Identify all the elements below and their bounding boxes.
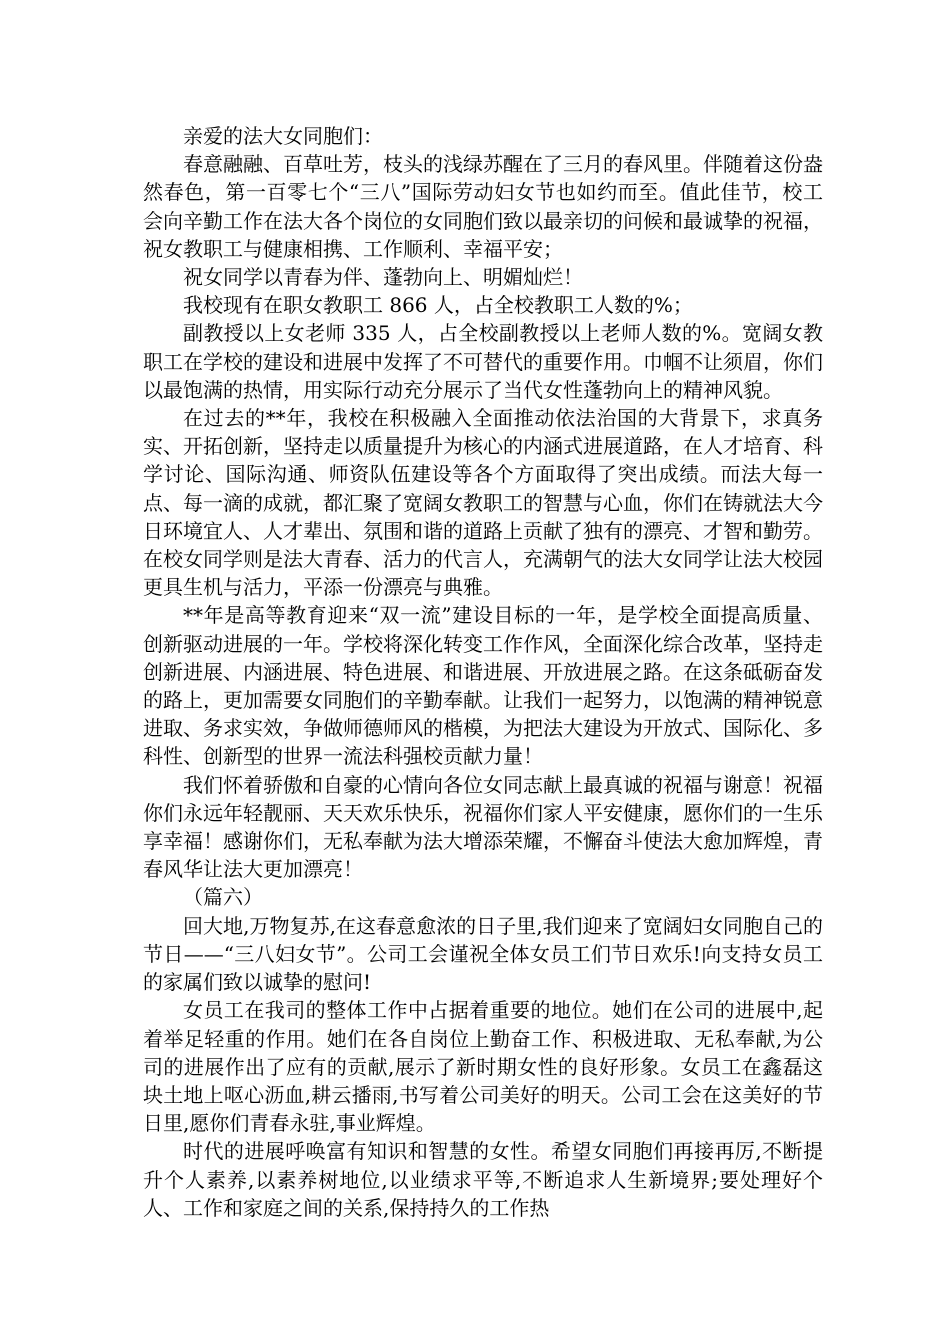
paragraph: 我们怀着骄傲和自豪的心情向各位女同志献上最真诚的祝福与谢意！祝福你们永远年轻靓丽、天天欢乐快乐，祝福你们家人平安健康，愿你们的一生乐享幸福！感谢你们，无私奉献为法大增添荣耀，不懈奋斗使法大愈加辉煌，青春风华让法大更加漂亮！ <box>143 772 823 882</box>
salutation: 亲爱的法大女同胞们： <box>183 124 383 148</box>
paragraph: 女员工在我司的整体工作中占据着重要的地位。她们在公司的进展中,起着举足轻重的作用。她们在各自岗位上勤奋工作、积极进取、无私奉献,为公司的进展作出了应有的贡献,展示了新时期女性的良好形象。女员工在鑫磊这块土地上呕心沥血,耕云播雨,书写着公司美好的明天。公司工会在这美好的节日里,愿你们青春永驻,事业辉煌。 <box>143 998 823 1136</box>
paragraph: 我校现有在职女教职工 866 人，占全校教职工人数的%； <box>183 293 693 318</box>
paragraph: **年是高等教育迎来“双一流”建设目标的一年，是学校全面提高质量、创新驱动进展的一年。学校将深化转变工作作风，全面深化综合改革，坚持走创新进展、内涵进展、特色进展、和谐进展、开放进展之路。在这条砥砺奋发的路上，更加需要女同胞们的辛勤奉献。让我们一起努力，以饱满的精神锐意进取、务求实效，争做师德师风的楷模，为把法大建设为开放式、国际化、多科性、创新型的世界一流法科强校贡献力量！ <box>143 603 823 769</box>
paragraph: 回大地,万物复苏,在这春意愈浓的日子里,我们迎来了宽阔妇女同胞自己的节日——“三八妇女节”。公司工会谨祝全体女员工们节日欢乐!向支持女员工的家属们致以诚挚的慰问! <box>143 913 823 995</box>
section-heading: （篇六） <box>183 885 263 910</box>
paragraph: 时代的进展呼唤富有知识和智慧的女性。希望女同胞们再接再厉,不断提升个人素养,以素养树地位,以业绩求平等,不断追求人生新境界;要处理好个人、工作和家庭之间的关系,保持持久的工作热 <box>143 1139 823 1220</box>
document-body <box>143 122 823 1222</box>
paragraph: 祝女同学以青春为伴、蓬勃向上、明媚灿烂！ <box>183 265 583 290</box>
paragraph: 春意融融、百草吐芳，枝头的浅绿苏醒在了三月的春风里。伴随着这份盎然春色，第一百零七个“三八”国际劳动妇女节也如约而至。值此佳节，校工会向辛勤工作在法大各个岗位的女同胞们致以最亲切的问候和最诚挚的祝福，祝女教职工与健康相携、工作顺利、幸福平安； <box>143 152 823 261</box>
paragraph: 副教授以上女老师 335 人，占全校副教授以上老师人数的%。宽阔女教职工在学校的建设和进展中发挥了不可替代的重要作用。巾帼不让须眉，你们以最饱满的热情，用实际行动充分展示了当代女性蓬勃向上的精神风貌。 <box>143 321 823 402</box>
paragraph: 在过去的**年，我校在积极融入全面推动依法治国的大背景下，求真务实、开拓创新，坚持走以质量提升为核心的内涵式进展道路，在人才培育、科学讨论、国际沟通、师资队伍建设等各个方面取得了突出成绩。而法大每一点、每一滴的成就，都汇聚了宽阔女教职工的智慧与心血，你们在铸就法大今日环境宜人、人才辈出、氛围和谐的道路上贡献了独有的漂亮、才智和勤劳。在校女同学则是法大青春、活力的代言人，充满朝气的法大女同学让法大校园更具生机与活力，平添一份漂亮与典雅。 <box>143 406 823 600</box>
